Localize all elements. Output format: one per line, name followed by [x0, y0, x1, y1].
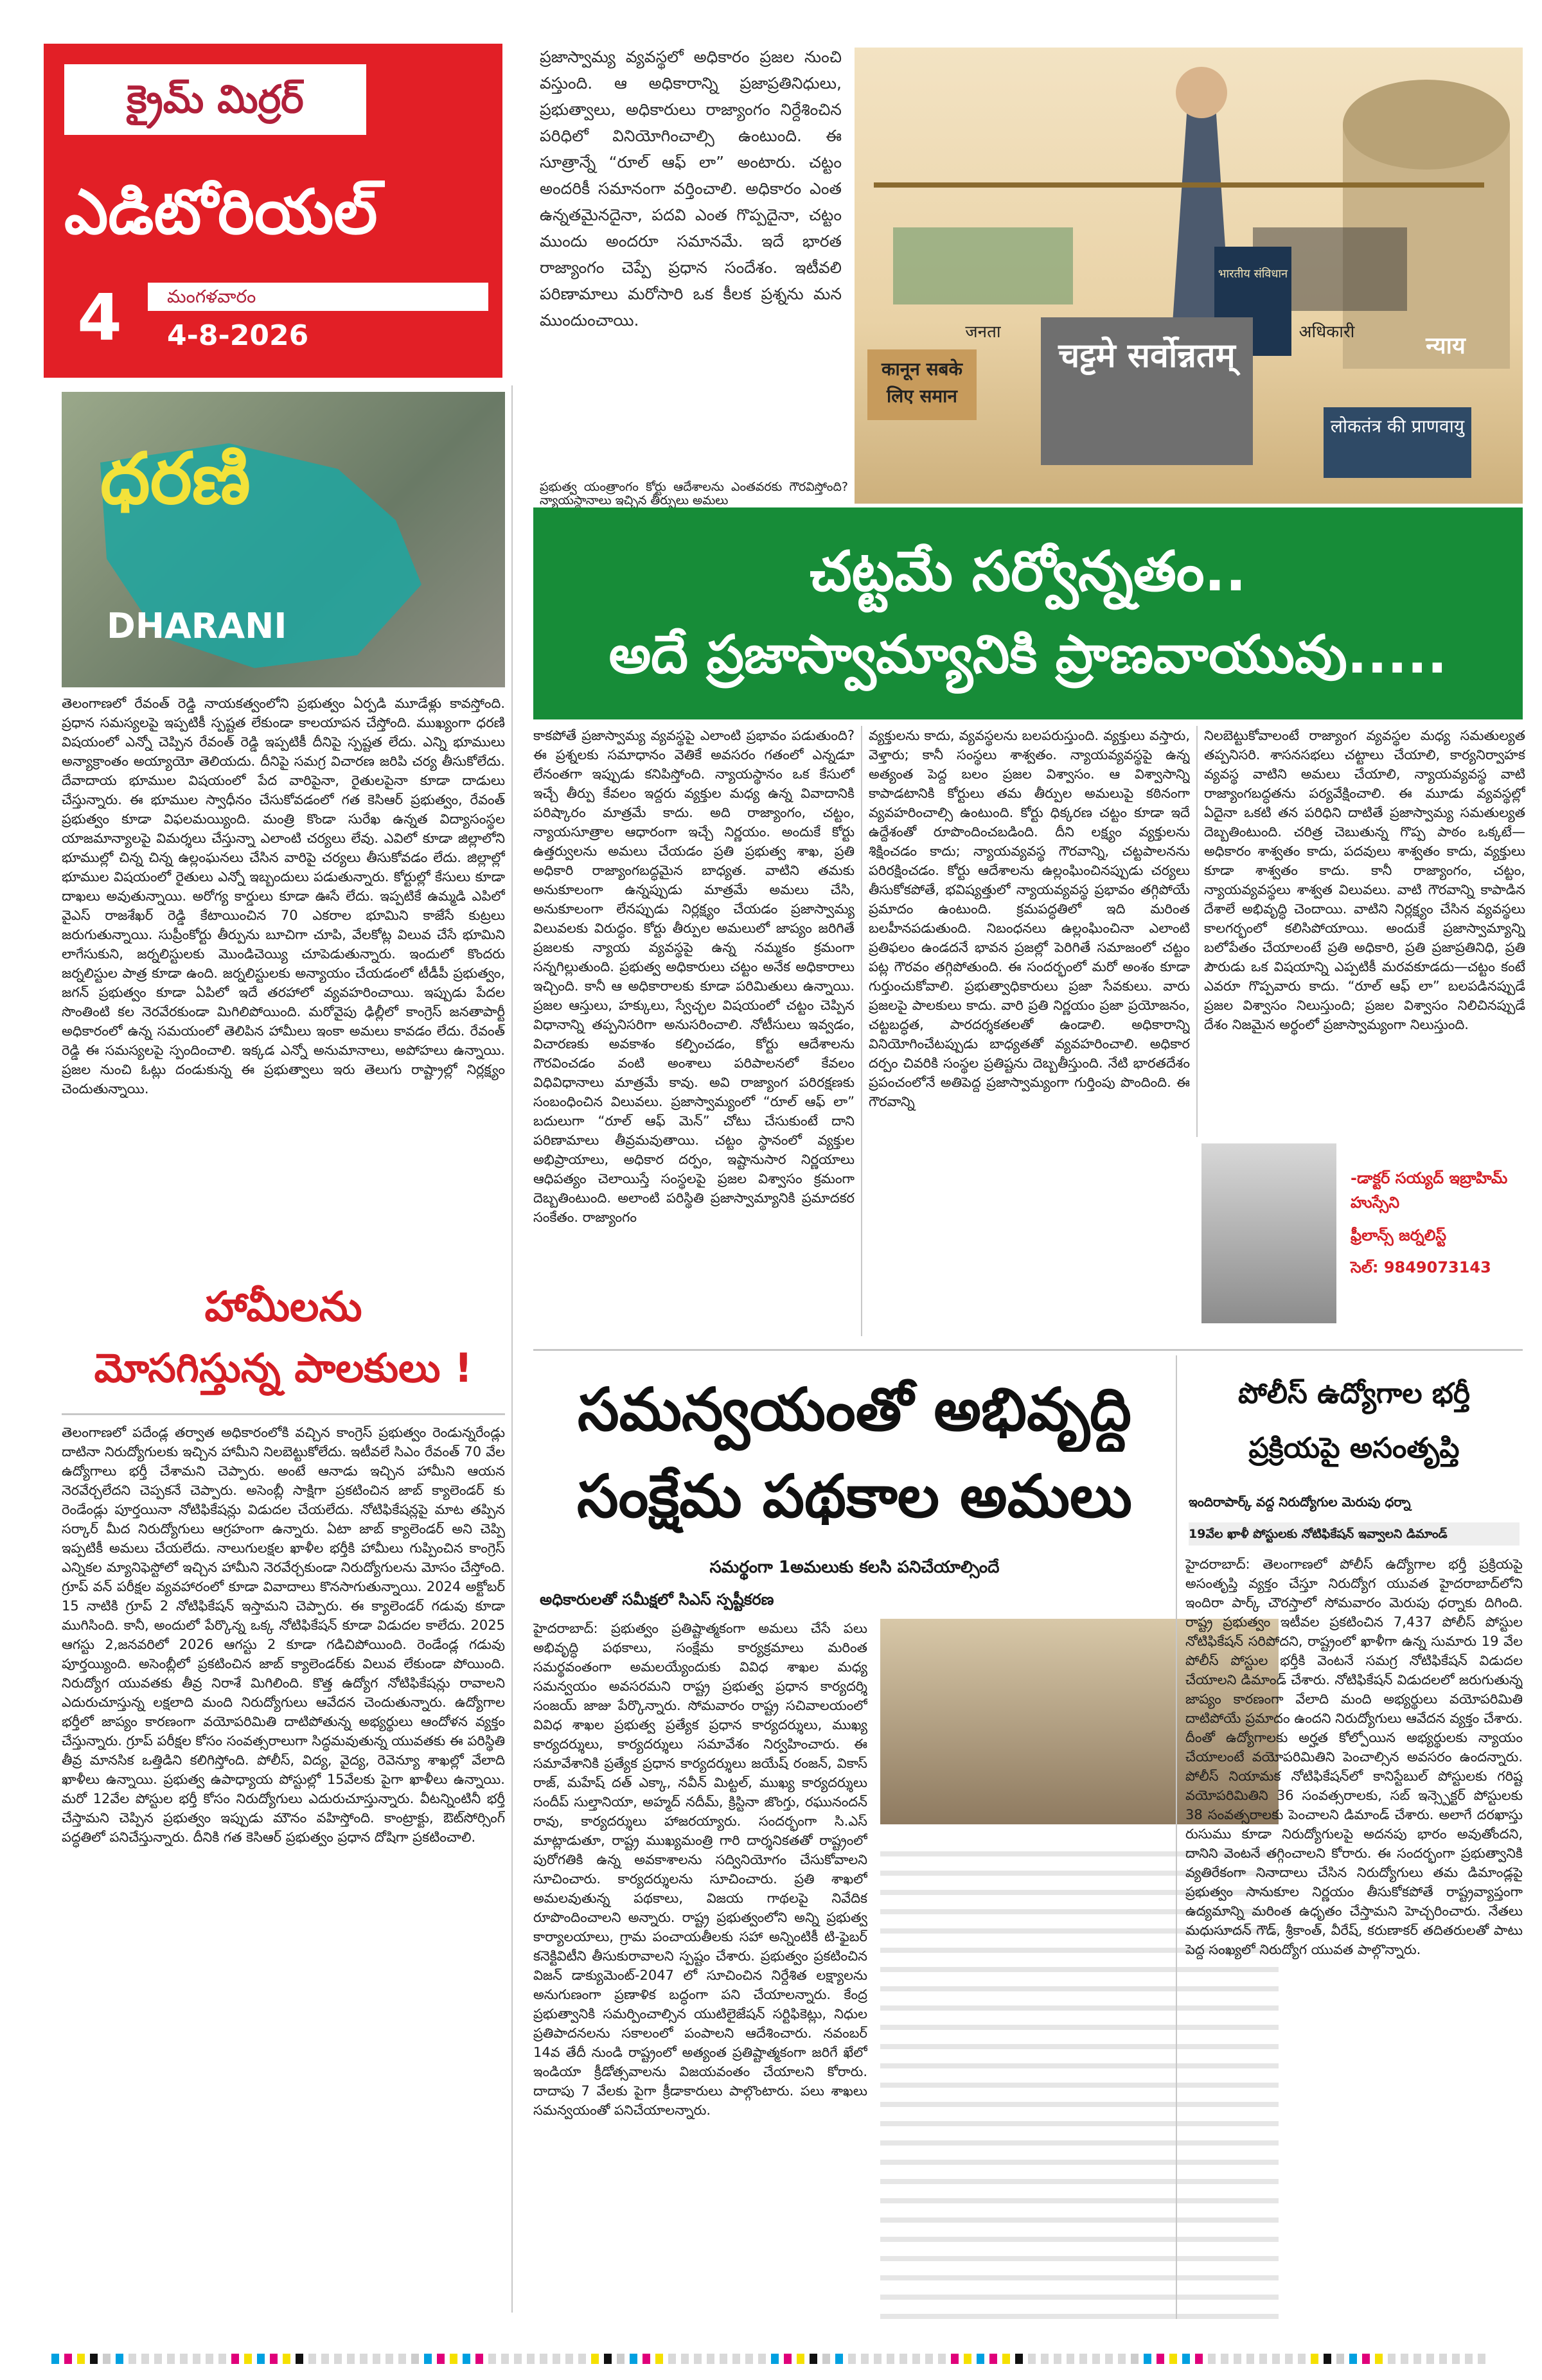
color-swatch [1285, 2354, 1293, 2364]
color-swatch [206, 2354, 213, 2364]
color-swatch [1439, 2354, 1447, 2364]
color-swatch [553, 2354, 560, 2364]
color-swatch [642, 2354, 650, 2364]
color-swatch [1015, 2354, 1023, 2364]
color-swatch [771, 2354, 779, 2364]
left-headline-box [62, 1278, 505, 1407]
color-swatch [874, 2354, 882, 2364]
color-swatch [231, 2354, 239, 2364]
dharani-subtitle: DHARANI [107, 606, 287, 646]
color-swatch [1156, 2354, 1164, 2364]
color-swatch [360, 2354, 368, 2364]
color-swatch [128, 2354, 136, 2364]
right-headline-line2: ప్రక్రియపై అసంతృప్తి [1248, 1432, 1460, 1465]
section-title: ఎడిటోరియల్ [64, 176, 378, 248]
color-swatch [334, 2354, 342, 2364]
scale-label-people: जनता [965, 322, 1001, 342]
center-kicker-2: అధికారులతో సమీక్షలో సిఎస్ స్పష్టీకరణ [540, 1591, 774, 1609]
color-swatch [977, 2354, 984, 2364]
color-swatch [1131, 2354, 1139, 2364]
color-swatch [270, 2354, 278, 2364]
color-swatch [1028, 2354, 1036, 2364]
color-swatch [398, 2354, 406, 2364]
color-swatch [1465, 2354, 1473, 2364]
color-swatch [321, 2354, 329, 2364]
color-swatch [925, 2354, 933, 2364]
main-headline-line2: అదే ప్రజాస్వామ్యానికి ప్రాణవాయువు..... [608, 624, 1448, 685]
author-photo [1201, 1143, 1336, 1323]
color-swatch [450, 2354, 457, 2364]
color-swatch [218, 2354, 226, 2364]
lead-intro-text: ప్రజాస్వామ్య వ్యవస్థలో అధికారం ప్రజల నుంచి వస్తుంది. ఆ అధికారాన్ని ప్రజాప్రతినిధులు, ప్రభుత్వాలు, అధికారులు రాజ్యాంగం నిర్దేశించిన పరిధిలో వినియోగించాల్సి ఉంటుంది. ఈ సూత్రాన్నే “రూల్ ఆఫ్ లా” అంటారు. చట్టం అందరికీ సమానంగా వర్తించాలి. అధికారం ఎంత ఉన్నతమైనదైనా, పదవి ఎంత గొప్పదైనా, చట్టం ముందు అందరూ సమానమే. ఇదే భారత రాజ్యాంగం చెప్పే ప్రధాన సందేశం. ఇటీవలి పరిణామాలు మరోసారి ఒక కీలక ప్రశ్నను మన ముందుంచాయి. [540, 48, 842, 330]
color-swatch [77, 2354, 85, 2364]
left-article: తెలంగాణలో రేవంత్ రెడ్డి నాయకత్వంలోని ప్రభుత్వం ఏర్పడి మూడేళ్లు కావస్తోంది. ప్రధాన సమస్యలపై ఇప్పటికీ స్పష్టత లేకుండా కాలయాపన చేస్తోంది. ముఖ్యంగా ధరణి విషయంలో ఎన్నో చెప్పిన రేవంత్ రెడ్డి ఇప్పటికీ దీనిపై స్పష్టత లేదు. ఎన్ని భూములు అన్యాక్రాంతం అయ్యాయో తెలియదు. దీనిపై సమగ్ర విచారణ జరిపి చర్య తీసుకోలేదు. దేవాదాయ భూముల విషయంలో పేద వారిపైనా, రైతులపైనా కూడా దాడులు చేస్తున్నారు. ఈ భూముల స్వాధీనం చేసుకోవడంలో గత కెసిఆర్ ప్రభుత్వం, రేవంత్ ప్రభుత్వం కూడా విఫలమయ్యింది. మంత్రి కొండా సురేఖ ఉన్నత విద్యాసంస్థల యాజమాన్యాలపై విమర్శలు చేస్తున్నా ఎలాంటి చర్యలు లేవు. ఎవిలో కూడా జిల్లాలోని భూముల్లో చిన్న చిన్న ఉల్లంఘనలు చేసిన వారిపై చర్యలు తీసుకోవడం లేదు. జిల్లాల్లో భూముల విషయంలో రైతులు ఎన్నో ఇబ్బందులు పడుతున్నారు. కోర్టుల్లో కేసులు కూడా దాఖలు అవుతున్నాయి. అరోగ్య కార్డులు కూడా ఊసే లేదు. ఇప్పటికే ఉమ్మడి ఎపిలో వైఎస్ రాజశేఖర్ రెడ్డి కేటాయించిన 70 ఎకరాల భూమిని కాజేసే కుట్రలు జరుగుతున్నాయి. సుప్రీంకోర్టు తీర్పును బూచిగా చూపి, వేలకోట్ల విలువ చేసే భూమిని లాగేసుకుని, జర్నలిస్టులకు మొండిచెయ్యి చూపెడుతున్నారు. ఇందులో కొందరు జర్నలిస్టుల పాత్ర కూడా ఉంది. జర్నలిస్టులకు అన్యాయం చేయడంలో టీడీపీ ప్రభుత్వం, జగన్ ప్రభుత్వం కూడా ఏపిలో ఇదే తరహాలో వ్యవహరించాయి. ఇప్పుడు పేదల సొంతింటి కల నెరవేరకుండా మిగిలిపోయింది. మరోవైపు ఢిల్లీలో కాంగ్రెస్ జనతాపార్టీ అధికారంలో ఉన్న సమయంలో తెలిపిన హామీలు ఇంకా అమలు కావడం లేదు. రేవంత్ రెడ్డి ఈ సమస్యలపై స్పందించాలి. ఇక్కడ ఎన్నో అనుమానాలు, అపోహలు ఉన్నాయి. ప్రజల నుంచి ఓట్లు దండుకున్న ఈ ప్రభుత్వాలు ఇరు తెలుగు రాష్ట్రాల్లో నిర్లక్ష్యం చెందుతున్నాయి. [62, 696, 505, 1097]
color-swatch [797, 2354, 804, 2364]
center-headline-line1: సమన్వయంతో అభివృద్ధి [578, 1375, 1131, 1444]
color-swatch [720, 2354, 727, 2364]
lead-intro [540, 44, 842, 480]
color-swatch [1259, 2354, 1267, 2364]
color-swatch [604, 2354, 612, 2364]
author-box [1196, 1140, 1524, 1333]
color-swatch [64, 2354, 72, 2364]
author-name: -డాక్టర్ సయ్యద్ ఇబ్రాహిమ్ హుస్సేని [1351, 1169, 1508, 1212]
color-swatch [681, 2354, 689, 2364]
color-swatch [745, 2354, 753, 2364]
color-swatch [591, 2354, 599, 2364]
color-swatch [668, 2354, 676, 2364]
color-swatch [964, 2354, 971, 2364]
color-swatch [912, 2354, 920, 2364]
constitution-book-label: भारतीय संविधान [1218, 267, 1288, 281]
color-swatch [848, 2354, 856, 2364]
left-column-divider [511, 385, 513, 2313]
issue-date: 4-8-2026 [167, 319, 309, 352]
color-swatch [1144, 2354, 1151, 2364]
weekday: మంగళవారం [167, 286, 256, 307]
color-swatch [1208, 2354, 1216, 2364]
color-swatch [732, 2354, 740, 2364]
left-headline-line1: హామీలను [204, 1283, 362, 1331]
color-swatch [283, 2354, 290, 2364]
color-swatch [51, 2354, 59, 2364]
color-swatch [347, 2354, 355, 2364]
color-swatch [154, 2354, 162, 2364]
gavel-label: न्याय [1426, 333, 1466, 359]
color-swatch [1401, 2354, 1408, 2364]
sign-left: कानून सबके लिए समान [881, 358, 962, 407]
color-swatch [1375, 2354, 1383, 2364]
color-swatch [386, 2354, 393, 2364]
color-swatch [141, 2354, 149, 2364]
scale-label-officials: अधिकारी [1298, 322, 1355, 342]
right-bottom-article: హైదరాబాద్: తెలంగాణలో పోలీస్ ఉద్యోగాల భర్తీ ప్రక్రియపై అసంతృప్తి వ్యక్తం చేస్తూ నిరుద్యోగ యువత హైదరాబాద్‌లోని ఇందిరా పార్క్ చౌరస్తాలో సోమవారం మెరుపు ధర్నాకు దిగింది. రాష్ట్ర ప్రభుత్వం ఇటీవల ప్రకటించిన 7,437 పోలీస్ పోస్టుల నోటిఫికేషన్ సరిపోదని, రాష్ట్రంలో ఖాళీగా ఉన్న సుమారు 19 వేల పోలీస్ పోస్టుల భర్తీకి వెంటనే సమగ్ర నోటిఫికేషన్ విడుదల చేయాలని డిమాండ్ చేశారు. నోటిఫికేషన్ విడుదలలో జరుగుతున్న జాప్యం కారణంగా వేలాది మంది అభ్యర్థులు వయోపరిమితి దాటిపోయే ప్రమాదం ఉందని నిరుద్యోగులు ఆవేదన వ్యక్తం చేశారు. దీంతో ఉద్యోగాలకు అర్హత కోల్పోయిన అభ్యర్థులకు న్యాయం చేయాలంటే వయోపరిమితిని పెంచాల్సిన అవసరం ఉందన్నారు. పోలీస్ నియామక నోటిఫికేషన్‌లో కానిస్టేబుల్ పోస్టులకు గరిష్ట వయోపరిమితిని 36 సంవత్సరాలకు, సబ్ ఇన్స్పెక్టర్ పోస్టులకు 38 సంవత్సరాలకు పెంచాలని డిమాండ్ చేశారు. అలాగే దరఖాస్తు రుసుము కూడా నిరుద్యోగులపై అదనపు భారం అవుతోందని, దానిని వెంటనే తగ్గించాలని కోరారు. ఈ సందర్భంగా ప్రభుత్వానికి వ్యతిరేకంగా నినాదాలు చేసిన నిరుద్యోగులు తమ డిమాండ్లపై ప్రభుత్వం సానుకూల నిర్ణయం తీసుకోకపోతే రాష్ట్రవ్యాప్తంగా ఉద్యమాన్ని మరింత ఉధృతం చేస్తామని హెచ్చరించారు. నేతలు మధుసూదన్ గౌడ్, శ్రీకాంత్, వీరేష్, కరుణాకర్ తదితరులతో పాటు పెద్ద సంఖ్యలో నిరుద్యోగ యువత పాల్గొన్నారు. [1185, 1556, 1523, 1957]
color-swatch [1414, 2354, 1421, 2364]
color-swatch [1272, 2354, 1280, 2364]
color-swatch [1195, 2354, 1203, 2364]
color-swatch [180, 2354, 188, 2364]
color-swatch [938, 2354, 946, 2364]
color-swatch [758, 2354, 766, 2364]
color-swatch [617, 2354, 625, 2364]
center-headline-box [533, 1368, 1176, 1542]
left-headline-line2: మోసగిస్తున్న పాలకులు ! [94, 1344, 473, 1391]
color-swatch [565, 2354, 573, 2364]
color-swatch [1324, 2354, 1331, 2364]
color-swatch [1388, 2354, 1396, 2364]
main-headline-line1: చట్టమే సర్వోన్నతం.. [810, 540, 1246, 604]
color-swatch [424, 2354, 432, 2364]
color-swatch [1426, 2354, 1434, 2364]
color-swatch [989, 2354, 997, 2364]
color-swatch [655, 2354, 663, 2364]
color-swatch [900, 2354, 907, 2364]
color-swatch [951, 2354, 959, 2364]
color-swatch [257, 2354, 265, 2364]
color-swatch [1234, 2354, 1241, 2364]
color-swatch [1067, 2354, 1074, 2364]
color-swatch [578, 2354, 586, 2364]
color-swatch [1362, 2354, 1370, 2364]
color-swatch [1311, 2354, 1318, 2364]
color-swatch [488, 2354, 496, 2364]
color-swatch [1221, 2354, 1228, 2364]
left-bottom-article: తెలంగాణలో పదేండ్ల తర్వాత అధికారంలోకి వచ్చిన కాంగ్రెస్ ప్రభుత్వం రెండున్నరేండ్లు దాటినా నిరుద్యోగులకు ఇచ్చిన హామీని నిలబెట్టుకోలేదు. ఇటీవలే సిఎం రేవంత్ 70 వేల ఉద్యోగాలు భర్తీ చేశామని చెప్పారు. అంటే ఆనాడు ఇచ్చిన హామీని ఆయన నెరవేర్చలేదని చెప్పకనే చెప్పారు. అసెంబ్లీ సాక్షిగా ప్రకటించిన జాబ్ క్యాలెండర్ కు రెండేండ్లు పూర్తయినా నోటిఫికేషన్లు విడుదల చేయలేదు. నోటిఫికేషన్లపై మాట తప్పిన సర్కార్ మీద నిరుద్యోగులు ఆగ్రహంగా ఉన్నారు. ఏటా జాబ్ క్యాలెండర్ అని చెప్పి ఇప్పటికీ అమలు చేయలేదు. నాలుగులక్షల ఖాళీల భర్తీకి హామీలు గుప్పించిన కాంగ్రెస్ ఎన్నికల మ్యానిఫెస్టోలో ఇచ్చిన హామీని నెరవేర్చకుండా నిరుద్యోగులను మోసం చేస్తోంది. గ్రూప్ వన్ పరీక్షల వ్యవహారంలో కూడా వివాదాలు కొనసాగుతున్నాయి. 2024 అక్టోబర్ 15 నాటికి గ్రూప్ 2 నోటిఫికేషన్ ఇస్తామని చెప్పారు. ఈ క్యాలెండర్ గడువు కూడా ముగిసింది. కానీ, అందులో పేర్కొన్న ఒక్క నోటిఫికేషన్ కూడా విడుదల కాలేదు. 2025 ఆగస్టు 2,జనవరిలో 2026 ఆగస్టు 2 కూడా గడిచిపోయింది. రెండేండ్ల గడువు పూర్తయ్యింది. అసెంబ్లీలో ప్రకటించిన జాబ్ క్యాలెండర్‌కు విలువ లేకుండా పోయింది. నిరుద్యోగ యువతకు తీవ్ర నిరాశే మిగిలింది. కొత్త ఉద్యోగ నోటిఫికేషన్లు రావాలని ఎదురుచూస్తున్న లక్షలాది మంది నిరుద్యోగులు ఆవేదన చెందుతున్నారు. ఉద్యోగాల భర్తీలో జాప్యం కారణంగా వయోపరిమితి దాటిపోతున్న అభ్యర్థులు ఆందోళన వ్యక్తం చేస్తున్నారు. గ్రూప్ పరీక్షల కోసం సంవత్సరాలుగా సిద్ధమవుతున్న యువతకు ఈ పరిస్థితి తీవ్ర మానసిక ఒత్తిడిని కలిగిస్తోంది. పోలీస్, విద్య, వైద్య, రెవెన్యూ శాఖల్లో వేలాది ఖాళీలు ఉన్నాయి. ప్రభుత్వ ఉపాధ్యాయ పోస్టుల్లో 15వేలకు పైగా ఖాళీలు ఉన్నాయి. మరో 12వేల పోస్టుల భర్తీ కోసం నిరుద్యోగులు ఎదురుచూస్తున్నారు. వీటన్నింటినీ భర్తీ చేస్తామని చెప్పిన ప్రభుత్వం ఇప్పుడు మౌనం వహిస్తోంది. కాంట్రాక్టు, ఔట్‌సోర్సింగ్ పద్ధతిలో పనిచేస్తున్నారు. దీనికి గత కెసిఆర్ ప్రభుత్వం ప్రధాన దోషిగా ప్రకటించాలి. [62, 1425, 505, 1845]
color-swatch [1182, 2354, 1190, 2364]
color-swatch [1169, 2354, 1177, 2364]
color-swatch [1452, 2354, 1460, 2364]
color-swatch [861, 2354, 869, 2364]
color-swatch [103, 2354, 111, 2364]
newspaper-logo: క్రైమ్ మిర్రర్ [127, 77, 304, 122]
dharani-title: ధరణి [100, 437, 251, 520]
color-swatch [822, 2354, 830, 2364]
author-phone: సెల్: 9849073143 [1351, 1258, 1491, 1276]
editorial-column-3: నిలబెట్టుకోవాలంటే రాజ్యాంగ వ్యవస్థల మధ్య సమతుల్యత తప్పనిసరి. శాసనసభలు చట్టాలు చేయాలి, కార్యనిర్వాహక వ్యవస్థ వాటిని అమలు చేయాలి, న్యాయవ్యవస్థ వాటి రాజ్యాంగబద్ధతను పర్యవేక్షించాలి. ఈ మూడు వ్యవస్థల్లో ఏదైనా ఒకటి తన పరిధిని దాటితే ప్రజాస్వామ్య సమతుల్యత దెబ్బతింటుంది. చరిత్ర చెబుతున్న గొప్ప పాఠం ఒక్కటే—అధికారం శాశ్వతం కాదు, పదవులు శాశ్వతం కాదు, వ్యక్తులు కూడా శాశ్వతం కాదు. కానీ రాజ్యాంగం, చట్టం, న్యాయవ్యవస్థలు శాశ్వత విలువలు. వాటి గౌరవాన్ని కాపాడిన దేశాలే అభివృద్ధి చెందాయి. వాటిని నిర్లక్ష్యం చేసిన వ్యవస్థలు కాలగర్భంలో కలిసిపోయాయి. అందుకే ప్రజాస్వామ్యాన్ని బలోపేతం చేయాలంటే ప్రతి అధికారి, ప్రతి ప్రజాప్రతినిధి, ప్రతి పౌరుడు ఒక విషయాన్ని ఎప్పటికీ మరవకూడదు—చట్టం కంటే ఎవరూ గొప్పవారు కాదు. “రూల్ ఆఫ్ లా” బలపడినప్పుడే ప్రజల విశ్వాసం నిలుస్తుంది; ప్రజల విశ్వాసం నిలిచినప్పుడే దేశం నిజమైన అర్థంలో ప్రజాస్వామ్యంగా నిలుస్తుంది. [1204, 728, 1525, 1032]
right-headline-line1: పోలీస్ ఉద్యోగాల భర్తీ [1237, 1377, 1471, 1410]
dharani-image [62, 392, 505, 687]
color-swatch [835, 2354, 843, 2364]
right-kicker-2: 19వేల ఖాళీ పోస్టులకు నోటిఫికేషన్ ఇవ్వాలని డిమాండ్ [1189, 1522, 1520, 1546]
color-swatch [1298, 2354, 1306, 2364]
main-headline-banner [533, 507, 1523, 719]
sign-right: लोकतंत्र की प्राणवायु [1330, 416, 1465, 437]
editorial-column-1: కాకపోతే ప్రజాస్వామ్య వ్యవస్థపై ఎలాంటి ప్రభావం పడుతుంది? ఈ ప్రశ్నలకు సమాధానం వెతికే అవసరం గతంలో ఎన్నడూ లేనంతగా ఇప్పుడు కనిపిస్తోంది. న్యాయస్థానం ఒక కేసులో ఇచ్చే తీర్పు కేవలం ఇద్దరు వ్యక్తుల మధ్య ఉన్న వివాదానికి పరిష్కారం మాత్రమే కాదు. అది రాజ్యాంగం, చట్టం, న్యాయసూత్రాల ఆధారంగా ఇచ్చే నిర్ణయం. అందుకే కోర్టు ఉత్తర్వులను అమలు చేయడం ప్రతి ప్రభుత్వ శాఖ, ప్రతి అధికారి రాజ్యాంగబద్ధమైన బాధ్యత. వాటిని తమకు అనుకూలంగా ఉన్నప్పుడు మాత్రమే అమలు చేసి, అనుకూలంగా లేనప్పుడు నిర్లక్ష్యం చేయడం ప్రజాస్వామ్య విలువలకు విరుద్ధం. కోర్టు తీర్పుల అమలులో జాప్యం జరిగితే ప్రజలకు న్యాయ వ్యవస్థపై ఉన్న నమ్మకం క్రమంగా సన్నగిల్లుతుంది. ప్రభుత్వ అధికారులు చట్టం అనేక అధికారాలు ఇచ్చింది. కానీ ఆ అధికారాలకు కూడా పరిమితులు ఉన్నాయి. ప్రజల ఆస్తులు, హక్కులు, స్వేచ్ఛల విషయంలో చట్టం చెప్పిన విధానాన్ని తప్పనిసరిగా అనుసరించాలి. నోటీసులు ఇవ్వడం, విచారణకు అవకాశం కల్పించడం, కోర్టు ఆదేశాలను గౌరవించడం వంటి అంశాలు పరిపాలనలో కేవలం విధివిధానాలు మాత్రమే కావు. అవి రాజ్యాంగ పరిరక్షణకు సంబంధించిన విలువలు. ప్రజాస్వామ్యంలో “రూల్ ఆఫ్ లా” బదులుగా “రూల్ ఆఫ్ మెన్” చోటు చేసుకుంటే దాని పరిణామాలు తీవ్రమవుతాయి. చట్టం స్థానంలో వ్యక్తుల అభిప్రాయాలు, అధికార దర్పం, ఇష్టానుసార నిర్ణయాలు ఆధిపత్యం చెలాయిస్తే సంస్థలపై ప్రజల విశ్వాసం క్రమంగా దెబ్బతింటుంది. అలాంటి పరిస్థితి ప్రజాస్వామ్యానికి ప్రమాదకర సంకేతం. రాజ్యాంగం [533, 728, 855, 1225]
color-swatch [1478, 2354, 1485, 2364]
left-headline-rule [62, 1413, 505, 1415]
color-swatch [540, 2354, 547, 2364]
color-swatch [90, 2354, 98, 2364]
color-swatch [694, 2354, 702, 2364]
print-color-bar [51, 2351, 1491, 2367]
color-swatch [116, 2354, 123, 2364]
right-kicker-1: ఇందిరాపార్క్ వద్ద నిరుద్యోగుల మెరుపు ధర్నా [1189, 1494, 1411, 1510]
column-divider [861, 726, 862, 1336]
color-swatch [167, 2354, 175, 2364]
right-column-divider [1176, 1355, 1177, 2319]
section-rule [533, 1349, 1523, 1351]
color-swatch [1054, 2354, 1061, 2364]
color-swatch [244, 2354, 252, 2364]
justice-illustration [855, 48, 1523, 504]
color-swatch [373, 2354, 380, 2364]
color-swatch [463, 2354, 470, 2364]
color-swatch [193, 2354, 200, 2364]
color-swatch [1079, 2354, 1087, 2364]
lead-question: ప్రభుత్వ యంత్రాంగం కోర్టు ఆదేశాలను ఎంతవరకు గౌరవిస్తోంది? న్యాయస్థానాలు ఇచ్చిన తీర్పులు అమలు [540, 480, 848, 507]
page-number: 4 [77, 280, 122, 355]
color-swatch [1041, 2354, 1049, 2364]
color-swatch [1118, 2354, 1126, 2364]
color-swatch [411, 2354, 419, 2364]
center-bottom-article: హైదరాబాద్: ప్రభుత్వం ప్రతిష్టాత్మకంగా అమలు చేసే పలు అభివృద్ధి పథకాలు, సంక్షేమ కార్యక్రమాలు మరింత సమర్థవంతంగా అమలయ్యేందుకు వివిధ శాఖల మధ్య సమన్వయం అవసరమని రాష్ట్ర ప్రభుత్వ ప్రధాన కార్యదర్శి సంజయ్ జాజు పేర్కొన్నారు. సోమవారం రాష్ట్ర సచివాలయంలో వివిధ శాఖల ప్రభుత్వ ప్రత్యేక ప్రధాన కార్యదర్శులు, ముఖ్య కార్యదర్శులు, కార్యదర్శులు సమావేశం నిర్వహించారు. ఈ సమావేశానికి ప్రత్యేక ప్రధాన కార్యదర్శులు జయేష్ రంజన్, వికాస్ రాజ్, మహేష్ దత్ ఎక్కా, నవీన్ మిట్టల్, ముఖ్య కార్యదర్శులు సందీప్ సుల్తానియా, అహ్మద్ నదీమ్, క్రిస్టినా జొంగ్తు, రఘునందన్ రావు, కార్యదర్శులు హాజరయ్యారు. సందర్భంగా సి.ఎస్ మాట్లాడుతూ, రాష్ట్ర ముఖ్యమంత్రి గారి దార్శనికతతో రాష్ట్రంలో పురోగతికి ఉన్న అవకాశాలను సద్వినియోగం చేసుకోవాలని సూచించారు. కార్యదర్శులను సూచించారు. ప్రతి శాఖలో అమలవుతున్న పథకాలు, విజయ గాథలపై నివేదిక రూపొందించాలని అన్నారు. రాష్ట్ర ప్రభుత్వంలోని అన్ని ప్రభుత్వ కార్యాలయాలు, గ్రామ పంచాయతీలకు సహా అన్నింటికీ టి-ఫైబర్ కనెక్టివిటీని తీసుకురావాలని స్పష్టం చేశారు. ప్రభుత్వం ప్రకటించిన విజన్ డాక్యుమెంట్-2047 లో సూచించిన నిర్దేశిత లక్ష్యాలను అనుగుణంగా ప్రణాళిక బద్ధంగా పని చేయాలన్నారు. కేంద్ర ప్రభుత్వానికి సమర్పించాల్సిన యుటిలైజేషన్ సర్టిఫికెట్లు, నిధుల ప్రతిపాదనలను సకాలంలో పంపాలని ఆదేశించారు. నవంబర్ 14వ తేదీ నుండి రాష్ట్రంలో అత్యంత ప్రతిష్టాత్మకంగా జరిగే ఖేలో ఇండియా క్రీడోత్సవాలను విజయవంతం చేయాలని కోరారు. దాదాపు 7 వేలకు పైగా క్రీడాకారులు పాల్గొంటారు. పలు శాఖలు సమన్వయంతో పనిచేయాలన్నారు. [533, 1621, 867, 2118]
color-swatch [810, 2354, 817, 2364]
center-kicker-1: సమర్థంగా 1అమలుకు కలసి పనిచేయాల్సిందే [709, 1558, 1000, 1577]
color-swatch [630, 2354, 637, 2364]
color-swatch [308, 2354, 316, 2364]
sign-center: चट्टमे सर्वोन्नतम् [1058, 337, 1236, 375]
color-swatch [1349, 2354, 1357, 2364]
right-headline-box [1185, 1368, 1523, 1484]
color-swatch [1092, 2354, 1100, 2364]
color-swatch [514, 2354, 522, 2364]
color-swatch [475, 2354, 483, 2364]
author-role: ఫ్రీలాన్స్ జర్నలిస్ట్ [1351, 1226, 1447, 1244]
color-swatch [887, 2354, 894, 2364]
color-swatch [1246, 2354, 1254, 2364]
color-swatch [527, 2354, 535, 2364]
color-swatch [1105, 2354, 1113, 2364]
center-headline-line2: సంక్షేమ పథకాల అమలు [577, 1462, 1132, 1531]
column-divider [1196, 726, 1198, 1137]
color-swatch [1336, 2354, 1344, 2364]
editorial-column-2: వ్యక్తులను కాదు, వ్యవస్థలను బలపరుస్తుంది. వ్యక్తులు వస్తారు, వెళ్తారు; కానీ సంస్థలు శాశ్వతం. న్యాయవ్యవస్థపై ఉన్న అత్యంత పెద్ద బలం ప్రజల విశ్వాసం. ఆ విశ్వాసాన్ని కాపాడటానికి కోర్టులు తమ తీర్పుల అమలుపై కఠినంగా వ్యవహరించాల్సి ఉంటుంది. కోర్టు ధిక్కరణ చట్టం కూడా ఇదే ఉద్దేశంతో రూపొందించబడింది. దీని లక్ష్యం వ్యక్తులను శిక్షించడం కాదు; న్యాయవ్యవస్థ గౌరవాన్ని, చట్టపాలనను పరిరక్షించడం. కోర్టు ఆదేశాలను ఉల్లంఘించినప్పుడు చర్యలు తీసుకోకపోతే, భవిష్యత్తులో న్యాయవ్యవస్థ ప్రభావం తగ్గిపోయే ప్రమాదం ఉంటుంది. క్రమపద్ధతిలో ఇది మరింత బలహీనపడుతుంది. నిబంధనలు ఉల్లంఘించినా ఎలాంటి ప్రతిఫలం ఉండదనే భావన ప్రజల్లో పెరిగితే సమాజంలో చట్టం పట్ల గౌరవం తగ్గిపోతుంది. ఈ సందర్భంలో మరో అంశం కూడా గుర్తుంచుకోవాలి. ప్రభుత్వాధికారులు ప్రజా సేవకులు. వారు ప్రజలపై పాలకులు కాదు. వారి ప్రతి నిర్ణయం ప్రజా ప్రయోజనం, చట్టబద్ధత, పారదర్శకతలతో ఉండాలి. అధికారాన్ని వినియోగించేటప్పుడు బాధ్యతతో వ్యవహరించాలి. అధికార దర్పం చివరికి సంస్థల ప్రతిష్టను దెబ్బతీస్తుంది. నేటి భారతదేశం ప్రపంచంలోనే అతిపెద్ద ప్రజాస్వామ్యంగా గుర్తింపు పొందింది. ఈ గౌరవాన్ని [869, 728, 1190, 1109]
color-swatch [296, 2354, 303, 2364]
color-swatch [1002, 2354, 1010, 2364]
color-swatch [437, 2354, 445, 2364]
color-swatch [707, 2354, 714, 2364]
color-swatch [501, 2354, 509, 2364]
color-swatch [784, 2354, 792, 2364]
